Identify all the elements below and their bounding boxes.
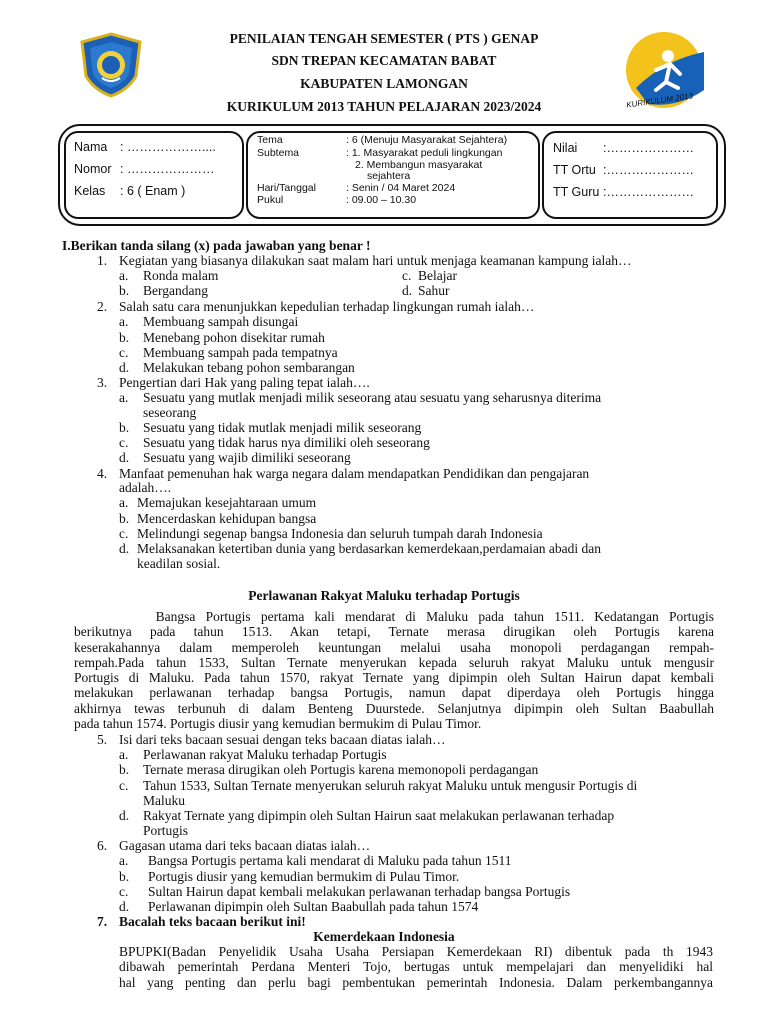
- nama-label: Nama: [74, 140, 108, 154]
- section-1-instruction: I.Berikan tanda silang (x) pada jawaban yang benar !: [62, 238, 371, 253]
- q2-a-letter: a.: [119, 314, 129, 329]
- q5-text: Isi dari teks bacaan sesuai dengan teks bacaan diatas ialah…: [119, 732, 446, 747]
- q5-c-letter: c.: [119, 778, 129, 793]
- q4-option-a[interactable]: Memajukan kesejahtaraan umum: [137, 495, 317, 510]
- q6-c-letter: c.: [119, 884, 129, 899]
- tt-guru-label: TT Guru: [553, 185, 600, 199]
- q4-text-cont: adalah….: [119, 480, 172, 495]
- q2-option-a[interactable]: Membuang sampah disungai: [143, 314, 299, 329]
- reading-2-line: hal yang penting dan perlu bagi pembentukan pemerintah Indonesia. Dalam perkembangannya: [119, 974, 713, 990]
- q5-option-d-cont[interactable]: Portugis: [143, 823, 189, 838]
- q3-d-letter: d.: [119, 450, 130, 465]
- q4-option-d[interactable]: Melaksanakan ketertiban dunia yang berdasarkan kemerdekaan,perdamaian abadi dan: [137, 541, 602, 556]
- reading-1-paragraph: [74, 609, 714, 731]
- reading-1-title: Perlawanan Rakyat Maluku terhadap Portugis: [248, 588, 520, 603]
- q3-option-a-cont[interactable]: seseorang: [143, 405, 197, 420]
- q1-option-b[interactable]: Bergandang: [143, 283, 208, 298]
- q3-text: Pengertian dari Hak yang paling tepat ialah….: [119, 375, 370, 390]
- tema-value: : 6 (Menuju Masyarakat Sejahtera): [346, 134, 508, 146]
- q6-b-letter: b.: [119, 869, 130, 884]
- q5-option-d[interactable]: Rakyat Ternate yang dipimpin oleh Sultan Hairun saat melakukan perlawanan terhadap: [143, 808, 615, 823]
- q6-text: Gagasan utama dari teks bacaan diatas ialah…: [119, 838, 371, 853]
- q4-option-d-cont[interactable]: keadilan sosial.: [137, 556, 221, 571]
- subtema-value-1: : 1. Masyarakat peduli lingkungan: [346, 147, 503, 159]
- reading-1-line: pada tahun 1574. Portugis diusir yang kemudian bermukim di Pulau Timor.: [74, 716, 482, 732]
- q4-option-c[interactable]: Melindungi segenap bangsa Indonesia dan seluruh tumpah darah Indonesia: [137, 526, 543, 541]
- header-title-1: PENILAIAN TENGAH SEMESTER ( PTS ) GENAP: [229, 31, 539, 46]
- hari-value: : Senin / 04 Maret 2024: [346, 182, 456, 194]
- q1-option-a[interactable]: Ronda malam: [143, 268, 219, 283]
- q7-text: Bacalah teks bacaan berikut ini!: [119, 914, 306, 929]
- q4-option-b[interactable]: Mencerdaskan kehidupan bangsa: [137, 511, 317, 526]
- reading-1-line: Portugis di Maluku. Pada tahun 1570, rakyat Ternate yang dipimpin oleh Sultan Hairun dapat kembali: [74, 670, 714, 686]
- header-title-2: SDN TREPAN KECAMATAN BABAT: [271, 53, 497, 68]
- q5-option-c[interactable]: Tahun 1533, Sultan Ternate menyerukan seluruh rakyat Maluku untuk mengusir Portugis di: [143, 778, 638, 793]
- nomor-label: Nomor: [74, 162, 112, 176]
- q6-option-b[interactable]: Portugis diusir yang kemudian bermukim di Pulau Timor.: [148, 869, 460, 884]
- q1-a-letter: a.: [119, 268, 129, 283]
- q6-d-letter: d.: [119, 899, 130, 914]
- q5-d-letter: d.: [119, 808, 130, 823]
- q2-d-letter: d.: [119, 360, 130, 375]
- reading-1-line: berikutnya pada tahun 1513. Akan tetapi, Ternate merasa dirugikan oleh Portugis karena: [74, 624, 714, 640]
- kurikulum-logo: [618, 30, 708, 112]
- q3-option-b[interactable]: Sesuatu yang tidak mutlak menjadi milik seseorang: [143, 420, 422, 435]
- q4-text: Manfaat pemenuhan hak warga negara dalam mendapatkan Pendidikan dan pengajaran: [119, 466, 590, 481]
- kelas-label: Kelas: [74, 184, 106, 198]
- tt-ortu-label: TT Ortu: [553, 163, 596, 177]
- q1-number: 1.: [97, 253, 108, 268]
- q4-number: 4.: [97, 466, 108, 481]
- nilai-field[interactable]: :…………………: [603, 141, 694, 155]
- q3-option-c[interactable]: Sesuatu yang tidak harus nya dimiliki oleh seseorang: [143, 435, 430, 450]
- q3-option-d[interactable]: Sesuatu yang wajib dimiliki seseorang: [143, 450, 351, 465]
- q4-a-letter: a.: [119, 495, 129, 510]
- reading-1-line: akhirnya tewas terbunuh di dalam Benteng Duurstede. Selanjutnya dipimpin oleh Sultan Baabullah: [74, 700, 714, 716]
- reading-2-line: BPUPKI(Badan Penyelidik Usaha Usaha Persiapan Kemerdekaan RI) dibentuk pada th 1943: [119, 944, 713, 959]
- subtema-value-3: sejahtera: [367, 170, 411, 182]
- nama-field[interactable]: : ………………....: [120, 140, 216, 154]
- q2-option-d[interactable]: Melakukan tebang pohon sembarangan: [143, 360, 355, 375]
- q6-option-a[interactable]: Bangsa Portugis pertama kali mendarat di Maluku pada tahun 1511: [148, 853, 512, 868]
- q3-number: 3.: [97, 375, 108, 390]
- reading-2-paragraph: [119, 944, 713, 990]
- q1-option-c[interactable]: Belajar: [418, 268, 457, 283]
- q3-a-letter: a.: [119, 390, 129, 405]
- q1-d-letter: d.: [402, 283, 413, 298]
- reading-2-line: dibawah pemerintah Perdana Menteri Tojo, bertugas untuk mempelajari dan menyelidiki hal: [119, 959, 713, 975]
- subtema-label: Subtema: [257, 147, 300, 159]
- q5-option-c-cont[interactable]: Maluku: [143, 793, 185, 808]
- header-title-4: KURIKULUM 2013 TAHUN PELAJARAN 2023/2024: [226, 99, 542, 114]
- q1-c-letter: c.: [402, 268, 412, 283]
- tt-ortu-field[interactable]: :…………………: [603, 163, 694, 177]
- q7-number: 7.: [97, 914, 108, 929]
- header-title-3: KABUPATEN LAMONGAN: [300, 76, 468, 91]
- q4-b-letter: b.: [119, 511, 130, 526]
- q2-b-letter: b.: [119, 330, 130, 345]
- q6-a-letter: a.: [119, 853, 129, 868]
- reading-1-line: melakukan perlawanan terhadap bangsa Portugis, namun dapat diperdaya oleh Portugis hingga: [74, 685, 714, 701]
- q6-number: 6.: [97, 838, 108, 853]
- q5-option-a[interactable]: Perlawanan rakyat Maluku terhadap Portugis: [143, 747, 387, 762]
- q1-text: Kegiatan yang biasanya dilakukan saat malam hari untuk menjaga keamanan kampung ialah…: [119, 253, 632, 268]
- tt-guru-field[interactable]: :…………………: [603, 185, 694, 199]
- q3-c-letter: c.: [119, 435, 129, 450]
- q6-option-c[interactable]: Sultan Hairun dapat kembali melakukan perlawanan terhadap bangsa Portugis: [148, 884, 571, 899]
- pukul-label: Pukul: [257, 194, 284, 206]
- q1-b-letter: b.: [119, 283, 130, 298]
- kelas-value: : 6 ( Enam ): [120, 184, 186, 198]
- q6-option-d[interactable]: Perlawanan dipimpin oleh Sultan Baabullah pada tahun 1574: [148, 899, 479, 914]
- nomor-field[interactable]: : …………………: [120, 162, 215, 176]
- nilai-label: Nilai: [553, 141, 578, 155]
- q2-c-letter: c.: [119, 345, 129, 360]
- q5-option-b[interactable]: Ternate merasa dirugikan oleh Portugis karena memonopoli perdagangan: [143, 762, 539, 777]
- q5-b-letter: b.: [119, 762, 130, 777]
- q3-option-a[interactable]: Sesuatu yang mutlak menjadi milik seseorang atau sesuatu yang seharusnya diterima: [143, 390, 602, 405]
- hari-label: Hari/Tanggal: [257, 182, 316, 194]
- q2-option-c[interactable]: Membuang sampah pada tempatnya: [143, 345, 338, 360]
- q2-number: 2.: [97, 299, 108, 314]
- reading-2-title: Kemerdekaan Indonesia: [313, 929, 455, 944]
- tema-label: Tema: [257, 134, 283, 146]
- reading-1-line: keserakahannya dalam memperoleh keuntungan melalui usaha monopoli perdagangan rempah-: [74, 639, 714, 655]
- q5-a-letter: a.: [119, 747, 129, 762]
- q5-number: 5.: [97, 732, 108, 747]
- q2-text: Salah satu cara menunjukkan kepedulian terhadap lingkungan rumah ialah…: [119, 299, 535, 314]
- q4-c-letter: c.: [119, 526, 129, 541]
- q4-d-letter: d.: [119, 541, 130, 556]
- q2-option-b[interactable]: Menebang pohon disekitar rumah: [143, 330, 325, 345]
- reading-1-line: rempah.Pada tahun 1533, Sultan Ternate menyerukan kepada seluruh rakyat Maluku untuk mengusir: [74, 654, 714, 670]
- reading-1-line: Bangsa Portugis pertama kali mendarat di Maluku pada tahun 1511. Kedatangan Portugis: [74, 609, 714, 624]
- q1-option-d[interactable]: Sahur: [418, 283, 450, 298]
- subtema-value-2: 2. Membangun masyarakat: [355, 159, 483, 171]
- kurikulum-logo-text: KURIKULUM 2013: [625, 91, 694, 110]
- q3-b-letter: b.: [119, 420, 130, 435]
- pukul-value: : 09.00 – 10.30: [346, 194, 417, 206]
